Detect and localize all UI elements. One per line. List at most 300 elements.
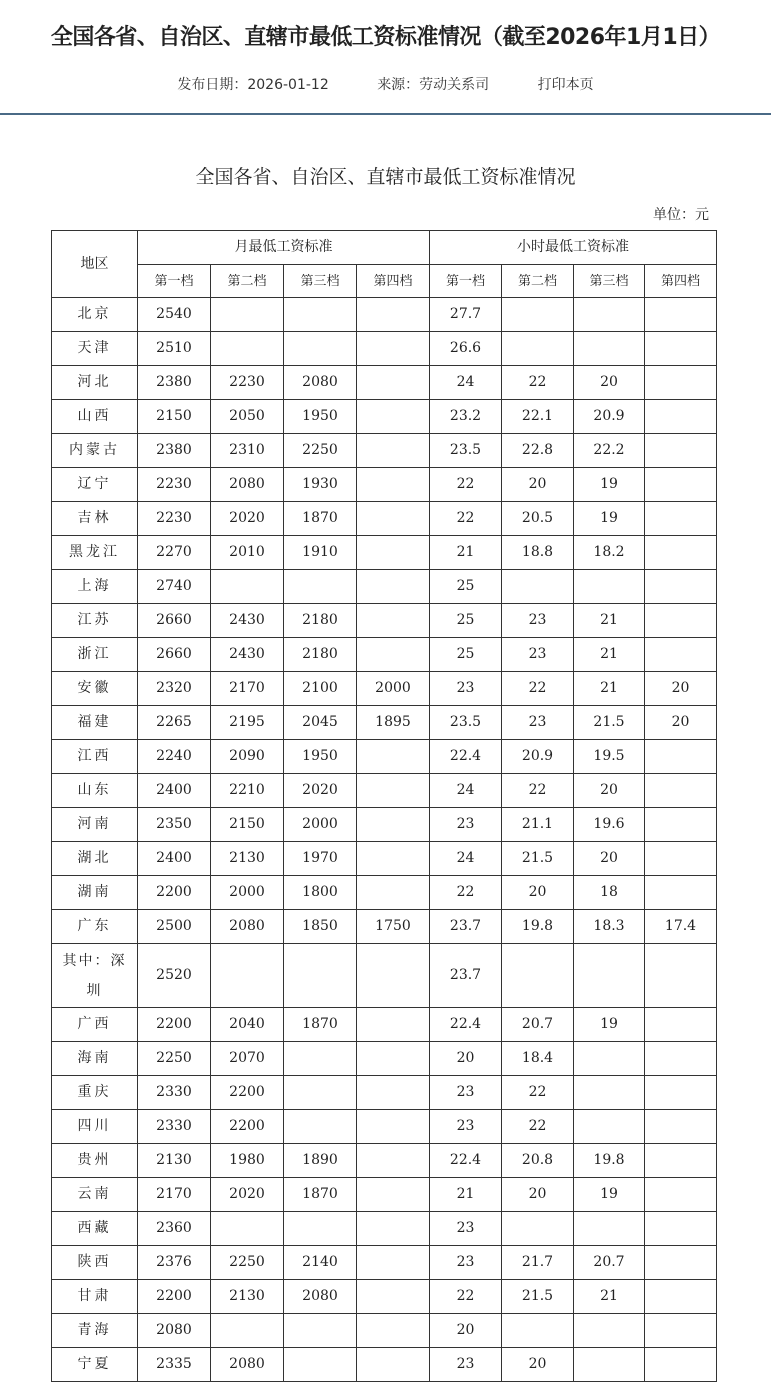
monthly-tier-1-cell: 2150 [138,400,211,434]
hourly-tier-4-cell [645,366,717,400]
table-row [52,1144,717,1178]
hourly-tier-2-cell: 20 [502,468,574,502]
region-cell: 贵州 [52,1144,138,1178]
region-cell: 海南 [52,1042,138,1076]
table-row [52,570,717,604]
monthly-tier-3-cell: 1970 [284,842,357,876]
hourly-tier-1-cell: 22 [430,502,502,536]
monthly-tier-2-cell [211,1212,284,1246]
monthly-tier-3-cell: 1850 [284,910,357,944]
hourly-tier-3-cell [574,1042,645,1076]
hourly-tier-1-cell: 23 [430,1246,502,1280]
hourly-tier-3-cell: 20 [574,842,645,876]
hourly-tier-1-cell: 23.5 [430,434,502,468]
hourly-tier-2-cell [502,1314,574,1348]
monthly-tier-1-cell: 2265 [138,706,211,740]
monthly-tier-1-cell: 2170 [138,1178,211,1212]
monthly-tier-4-cell [357,1110,430,1144]
table-row [52,1212,717,1246]
hourly-tier-4-cell [645,1076,717,1110]
hourly-tier-3-cell [574,1110,645,1144]
hourly-tier-2-cell: 21.1 [502,808,574,842]
hourly-tier-1-cell: 23.2 [430,400,502,434]
region-cell: 广东 [52,910,138,944]
region-cell: 北京 [52,298,138,332]
region-cell: 天津 [52,332,138,366]
monthly-tier-2-cell: 2070 [211,1042,284,1076]
hourly-tier-4-cell [645,740,717,774]
hourly-tier-3-cell [574,1314,645,1348]
monthly-tier-3-cell: 1870 [284,502,357,536]
table-row [52,400,717,434]
hourly-tier-4-cell [645,570,717,604]
monthly-tier-2-cell: 2020 [211,502,284,536]
monthly-tier-3-cell: 2250 [284,434,357,468]
page-header [0,0,771,115]
hourly-tier-2-cell: 18.8 [502,536,574,570]
monthly-tier-2-cell: 2430 [211,604,284,638]
monthly-tier-4-cell: 2000 [357,672,430,706]
page-title: 全国各省、自治区、直辖市最低工资标准情况（截至2026年1月1日） [50,25,721,50]
table-row [52,1348,717,1382]
monthly-tier-4-cell [357,400,430,434]
monthly-tier-2-cell: 2310 [211,434,284,468]
hourly-tier-1-cell: 22.4 [430,1008,502,1042]
hourly-tier-2-cell: 21.7 [502,1246,574,1280]
hourly-tier-1-cell: 22.4 [430,740,502,774]
monthly-tier-2-cell: 2010 [211,536,284,570]
monthly-tier-4-cell: 1750 [357,910,430,944]
monthly-tier-4-cell [357,468,430,502]
hourly-tier-2-cell [502,944,574,1008]
print-page-link[interactable]: 打印本页 [537,77,594,93]
hourly-tier-4-cell [645,1280,717,1314]
hourly-tier-4-cell [645,468,717,502]
monthly-tier-3-cell [284,570,357,604]
monthly-tier-3-cell [284,1076,357,1110]
region-cell: 内蒙古 [52,434,138,468]
hourly-tier-4-cell [645,1144,717,1178]
article-meta [0,74,771,94]
hourly-tier-2-cell: 20 [502,1348,574,1382]
hourly-tier-3-cell: 21 [574,604,645,638]
hourly-tier-4-cell [645,842,717,876]
table-row [52,604,717,638]
monthly-tier-3-cell [284,944,357,1008]
monthly-tier-4-cell [357,808,430,842]
monthly-tier-3-cell: 1800 [284,876,357,910]
region-cell: 上海 [52,570,138,604]
hourly-tier-2-cell [502,570,574,604]
hourly-tier-2-cell: 21.5 [502,842,574,876]
hourly-tier-1-cell: 25 [430,604,502,638]
hourly-tier-2-cell: 22 [502,366,574,400]
monthly-tier-4-cell [357,1178,430,1212]
hourly-tier-4-cell [645,332,717,366]
hourly-tier-1-cell: 20 [430,1314,502,1348]
monthly-tier-1-cell: 2380 [138,366,211,400]
hourly-tier-4-cell: 20 [645,706,717,740]
table-row [52,366,717,400]
hourly-tier-4-cell: 17.4 [645,910,717,944]
monthly-tier-4-cell [357,1144,430,1178]
hourly-tier-2-cell: 19.8 [502,910,574,944]
hourly-tier-3-cell: 20 [574,366,645,400]
unit-label: 单位：元 [653,207,709,223]
table-row [52,1008,717,1042]
hourly-tier-2-cell: 20.8 [502,1144,574,1178]
hourly-tier-3-cell [574,298,645,332]
hourly-tier-1-header: 第一档 [430,265,502,298]
hourly-tier-4-cell [645,876,717,910]
monthly-tier-2-cell: 2170 [211,672,284,706]
table-row [52,1076,717,1110]
hourly-tier-3-cell: 19.6 [574,808,645,842]
monthly-tier-2-cell: 2090 [211,740,284,774]
monthly-tier-4-cell [357,298,430,332]
table-row [52,1314,717,1348]
monthly-tier-3-cell: 1890 [284,1144,357,1178]
hourly-tier-1-cell: 23 [430,808,502,842]
monthly-tier-2-cell: 2230 [211,366,284,400]
region-cell: 河南 [52,808,138,842]
hourly-tier-4-cell [645,502,717,536]
monthly-tier-4-header: 第四档 [357,265,430,298]
monthly-tier-2-cell: 2000 [211,876,284,910]
monthly-tier-4-cell [357,740,430,774]
table-row [52,468,717,502]
hourly-tier-4-cell [645,434,717,468]
hourly-tier-2-cell: 22 [502,1076,574,1110]
hourly-tier-2-cell [502,332,574,366]
monthly-tier-3-cell [284,1314,357,1348]
table-row [52,808,717,842]
monthly-tier-3-cell [284,1348,357,1382]
hourly-tier-3-header: 第三档 [574,265,645,298]
monthly-tier-3-cell: 2140 [284,1246,357,1280]
monthly-tier-3-cell: 1930 [284,468,357,502]
hourly-tier-2-cell: 18.4 [502,1042,574,1076]
monthly-tier-2-cell [211,332,284,366]
monthly-tier-4-cell [357,1212,430,1246]
monthly-tier-1-cell: 2400 [138,842,211,876]
monthly-tier-3-cell: 2080 [284,366,357,400]
hourly-header: 小时最低工资标准 [430,231,717,265]
monthly-tier-2-cell: 2210 [211,774,284,808]
monthly-tier-4-cell [357,842,430,876]
monthly-tier-2-cell: 2130 [211,842,284,876]
hourly-tier-1-cell: 22 [430,1280,502,1314]
table-row [52,332,717,366]
hourly-tier-1-cell: 22 [430,876,502,910]
hourly-tier-3-cell: 21.5 [574,706,645,740]
region-cell: 黑龙江 [52,536,138,570]
monthly-tier-2-cell: 2080 [211,468,284,502]
hourly-tier-1-cell: 20 [430,1042,502,1076]
hourly-tier-3-cell: 19 [574,1008,645,1042]
hourly-tier-2-cell: 21.5 [502,1280,574,1314]
hourly-tier-4-cell [645,1008,717,1042]
monthly-tier-1-cell: 2520 [138,944,211,1008]
monthly-tier-3-cell: 2080 [284,1280,357,1314]
hourly-tier-1-cell: 27.7 [430,298,502,332]
region-cell: 辽宁 [52,468,138,502]
monthly-tier-3-cell [284,332,357,366]
monthly-tier-3-cell [284,298,357,332]
monthly-tier-1-cell: 2740 [138,570,211,604]
hourly-tier-3-cell: 22.2 [574,434,645,468]
hourly-tier-1-cell: 23 [430,1076,502,1110]
hourly-tier-1-cell: 24 [430,774,502,808]
table-row [52,434,717,468]
hourly-tier-4-cell [645,1348,717,1382]
region-cell: 安徽 [52,672,138,706]
monthly-tier-2-cell: 2200 [211,1076,284,1110]
monthly-tier-1-cell: 2130 [138,1144,211,1178]
monthly-tier-2-cell: 2130 [211,1280,284,1314]
monthly-tier-1-cell: 2500 [138,910,211,944]
hourly-tier-2-cell: 20.9 [502,740,574,774]
monthly-tier-1-header: 第一档 [138,265,211,298]
monthly-tier-4-cell [357,1008,430,1042]
table-row [52,1042,717,1076]
table-row [52,638,717,672]
table-row [52,876,717,910]
hourly-tier-3-cell: 20 [574,774,645,808]
monthly-tier-1-cell: 2335 [138,1348,211,1382]
monthly-tier-1-cell: 2360 [138,1212,211,1246]
monthly-tier-1-cell: 2320 [138,672,211,706]
hourly-tier-1-cell: 23.7 [430,910,502,944]
table-row [52,842,717,876]
hourly-tier-4-cell [645,1178,717,1212]
hourly-tier-4-cell [645,808,717,842]
table-row [52,1178,717,1212]
hourly-tier-2-cell: 22 [502,1110,574,1144]
table-row [52,740,717,774]
hourly-tier-4-cell [645,774,717,808]
hourly-tier-4-cell [645,1212,717,1246]
hourly-tier-3-cell: 20.9 [574,400,645,434]
monthly-tier-3-cell: 2020 [284,774,357,808]
monthly-tier-1-cell: 2540 [138,298,211,332]
monthly-tier-3-cell: 1950 [284,740,357,774]
hourly-tier-2-cell: 20 [502,1178,574,1212]
table-body [52,298,717,1382]
monthly-tier-1-cell: 2200 [138,1280,211,1314]
hourly-tier-4-cell [645,1042,717,1076]
minimum-wage-table [51,230,717,1382]
region-cell: 其中：深圳 [52,944,138,1008]
hourly-tier-3-cell [574,332,645,366]
hourly-tier-2-cell: 23 [502,604,574,638]
hourly-tier-2-cell: 23 [502,638,574,672]
monthly-tier-2-cell: 2195 [211,706,284,740]
hourly-tier-4-header: 第四档 [645,265,717,298]
hourly-tier-4-cell [645,536,717,570]
hourly-tier-3-cell: 19.8 [574,1144,645,1178]
region-cell: 西藏 [52,1212,138,1246]
hourly-tier-2-cell: 20.7 [502,1008,574,1042]
monthly-tier-4-cell [357,502,430,536]
hourly-tier-3-cell: 19 [574,468,645,502]
hourly-tier-1-cell: 25 [430,570,502,604]
monthly-tier-3-cell: 1870 [284,1178,357,1212]
hourly-tier-1-cell: 23 [430,672,502,706]
region-cell: 重庆 [52,1076,138,1110]
monthly-tier-4-cell [357,1314,430,1348]
monthly-tier-4-cell [357,1076,430,1110]
region-header: 地区 [52,231,138,298]
monthly-tier-3-cell: 1950 [284,400,357,434]
table-row [52,672,717,706]
hourly-tier-4-cell [645,1314,717,1348]
monthly-tier-2-cell [211,570,284,604]
monthly-tier-2-cell: 2200 [211,1110,284,1144]
monthly-tier-4-cell [357,570,430,604]
monthly-tier-3-cell: 2100 [284,672,357,706]
hourly-tier-1-cell: 22.4 [430,1144,502,1178]
table-row [52,910,717,944]
hourly-tier-4-cell [645,1110,717,1144]
monthly-tier-3-cell: 1870 [284,1008,357,1042]
hourly-tier-4-cell [645,944,717,1008]
region-cell: 广西 [52,1008,138,1042]
region-cell: 甘肃 [52,1280,138,1314]
monthly-tier-3-cell: 2045 [284,706,357,740]
hourly-tier-4-cell [645,638,717,672]
region-cell: 吉林 [52,502,138,536]
hourly-tier-4-cell [645,1246,717,1280]
region-cell: 福建 [52,706,138,740]
document-title: 全国各省、自治区、直辖市最低工资标准情况 [195,166,576,188]
hourly-tier-2-cell: 22.8 [502,434,574,468]
monthly-tier-1-cell: 2330 [138,1076,211,1110]
region-cell: 浙江 [52,638,138,672]
hourly-tier-1-cell: 23 [430,1110,502,1144]
monthly-tier-4-cell [357,1042,430,1076]
hourly-tier-3-cell [574,1348,645,1382]
monthly-tier-3-cell [284,1212,357,1246]
monthly-tier-3-cell: 2180 [284,604,357,638]
monthly-tier-2-header: 第二档 [211,265,284,298]
hourly-tier-3-cell: 19 [574,502,645,536]
hourly-tier-4-cell: 20 [645,672,717,706]
hourly-tier-2-header: 第二档 [502,265,574,298]
monthly-tier-2-cell: 2080 [211,1348,284,1382]
monthly-tier-1-cell: 2270 [138,536,211,570]
table-row [52,1110,717,1144]
hourly-tier-1-cell: 21 [430,536,502,570]
monthly-tier-1-cell: 2080 [138,1314,211,1348]
monthly-tier-4-cell [357,366,430,400]
hourly-tier-2-cell: 20 [502,876,574,910]
hourly-tier-1-cell: 23 [430,1348,502,1382]
region-cell: 宁夏 [52,1348,138,1382]
hourly-tier-3-cell: 21 [574,672,645,706]
monthly-tier-2-cell: 2050 [211,400,284,434]
monthly-tier-4-cell [357,876,430,910]
monthly-tier-2-cell: 1980 [211,1144,284,1178]
monthly-tier-4-cell [357,638,430,672]
monthly-tier-2-cell [211,944,284,1008]
monthly-tier-2-cell: 2020 [211,1178,284,1212]
monthly-tier-1-cell: 2376 [138,1246,211,1280]
table-row [52,944,717,1008]
monthly-tier-2-cell [211,298,284,332]
publish-date: 发布日期：2026-01-12 [177,77,329,93]
hourly-tier-3-cell [574,944,645,1008]
table-row [52,536,717,570]
hourly-tier-3-cell [574,1076,645,1110]
hourly-tier-2-cell: 22 [502,774,574,808]
table-row [52,1280,717,1314]
hourly-tier-4-cell [645,604,717,638]
hourly-tier-3-cell: 21 [574,1280,645,1314]
hourly-tier-1-cell: 24 [430,366,502,400]
monthly-tier-1-cell: 2350 [138,808,211,842]
hourly-tier-3-cell: 18.3 [574,910,645,944]
table-row [52,774,717,808]
monthly-tier-2-cell: 2040 [211,1008,284,1042]
monthly-tier-1-cell: 2400 [138,774,211,808]
monthly-tier-3-cell: 1910 [284,536,357,570]
hourly-tier-1-cell: 24 [430,842,502,876]
monthly-tier-3-header: 第三档 [284,265,357,298]
hourly-tier-3-cell [574,1212,645,1246]
hourly-tier-2-cell: 22.1 [502,400,574,434]
monthly-tier-1-cell: 2230 [138,502,211,536]
hourly-tier-1-cell: 22 [430,468,502,502]
table-row [52,1246,717,1280]
hourly-tier-3-cell: 18 [574,876,645,910]
monthly-tier-2-cell: 2080 [211,910,284,944]
monthly-tier-1-cell: 2660 [138,638,211,672]
monthly-tier-3-cell: 2180 [284,638,357,672]
hourly-tier-4-cell [645,400,717,434]
monthly-tier-1-cell: 2240 [138,740,211,774]
monthly-tier-3-cell [284,1110,357,1144]
region-cell: 陕西 [52,1246,138,1280]
monthly-tier-1-cell: 2230 [138,468,211,502]
hourly-tier-2-cell: 23 [502,706,574,740]
hourly-tier-1-cell: 23.5 [430,706,502,740]
hourly-tier-2-cell [502,1212,574,1246]
region-cell: 湖北 [52,842,138,876]
hourly-tier-1-cell: 23.7 [430,944,502,1008]
monthly-tier-1-cell: 2380 [138,434,211,468]
monthly-tier-2-cell: 2430 [211,638,284,672]
monthly-tier-4-cell: 1895 [357,706,430,740]
hourly-tier-2-cell: 22 [502,672,574,706]
monthly-tier-1-cell: 2660 [138,604,211,638]
monthly-tier-1-cell: 2510 [138,332,211,366]
monthly-tier-2-cell [211,1314,284,1348]
hourly-tier-1-cell: 21 [430,1178,502,1212]
source-label: 来源：劳动关系司 [377,77,490,93]
region-cell: 四川 [52,1110,138,1144]
hourly-tier-3-cell: 21 [574,638,645,672]
monthly-tier-4-cell [357,332,430,366]
hourly-tier-3-cell: 19.5 [574,740,645,774]
hourly-tier-3-cell [574,570,645,604]
monthly-header: 月最低工资标准 [138,231,430,265]
hourly-tier-3-cell: 20.7 [574,1246,645,1280]
region-cell: 江西 [52,740,138,774]
monthly-tier-4-cell [357,604,430,638]
monthly-tier-4-cell [357,944,430,1008]
monthly-tier-1-cell: 2200 [138,1008,211,1042]
